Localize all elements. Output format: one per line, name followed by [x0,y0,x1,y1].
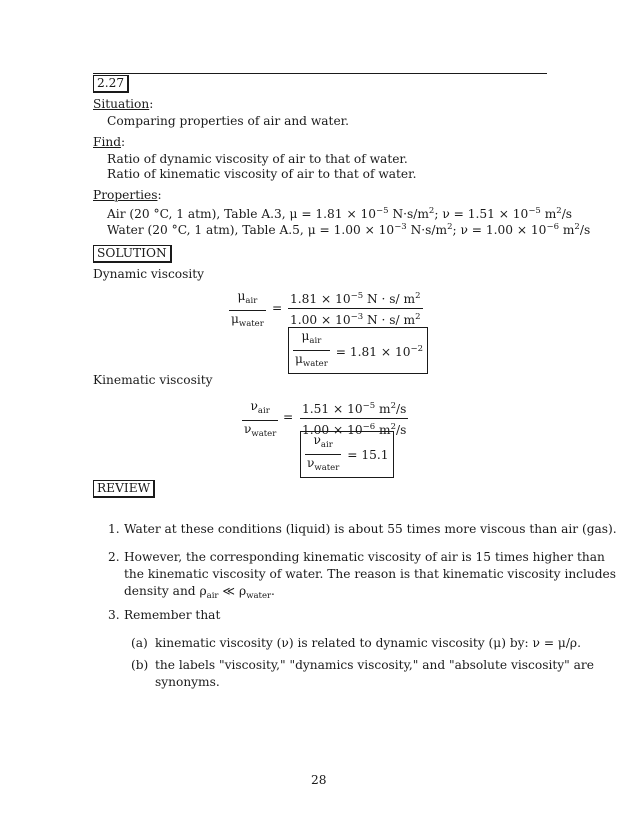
find-line-1: Ratio of dynamic viscosity of air to that of water. [107,152,408,166]
situation-heading: Situation: [93,97,154,111]
dynamic-rhs-fraction: $\frac{1.81 \times 10^{-5} N \cdot s/ m^2}{1.00 \times 10^{-3} N \cdot s/ m^2}$ [290,291,421,327]
review-item-2-number: 2. [108,550,120,564]
review-subitem-b-label: (b) [131,658,149,672]
kinematic-equals: = [283,410,294,424]
dynamic-equals: = [272,301,283,315]
page-number: 28 [311,773,327,787]
properties-air: Air (20 °C, 1 atm), Table A.3, $\mu = 1.81 \times 10^{-5}$ $N\cdot s/m^2$; $\nu = 1.51 \times 10^{-5}$ $m^2/s$ [107,206,573,221]
problem-number-box [93,75,129,93]
review-label-box [93,480,155,498]
review-item-2-line-3: density and $\rho_{air}$ ≪ $\rho_{water}$. [124,584,275,601]
kinematic-rhs-fraction: $\frac{1.51 \times 10^{-5} m^2/s}{1.00 \times 10^{-6} m^2/s}$ [302,401,407,437]
properties-water: Water (20 °C, 1 atm), Table A.5, $\mu = 1.00 \times 10^{-3}$ $N\cdot s/m^2$; $\nu = 1.00 \times 10^{-6}$ $m^2/s$ [107,222,591,237]
properties-heading: Properties: [93,188,162,202]
review-subitem-a-label: (a) [131,636,148,650]
kinematic-lhs-fraction: $\frac{\nu_{air}}{\nu_{water}}$ [244,399,277,439]
kinematic-viscosity-heading: Kinematic viscosity [93,373,213,387]
review-subitem-b-line-2: synonyms. [155,675,220,689]
dynamic-result-box: $\frac{\mu_{air}}{\mu_{water}}$ = $1.81 \times 10^{-2}$ [288,327,428,374]
kinematic-result-box: $\frac{\nu_{air}}{\nu_{water}}$ = 15.1 [300,431,394,478]
find-heading: Find: [93,135,126,149]
solution-label-box [93,245,172,263]
situation-text: Comparing properties of air and water. [107,114,350,128]
dynamic-lhs-fraction: $\frac{\mu_{air}}{\mu_{water}}$ [231,289,264,329]
review-item-2-line-2: the kinematic viscosity of water. The reason is that kinematic viscosity includes [124,567,617,581]
top-rule [93,73,547,74]
problem-number: 2.27 [93,75,129,93]
review-subitem-b-line-1: the labels "viscosity," "dynamics viscosity," and "absolute viscosity" are [155,658,594,672]
review-label: REVIEW [93,480,155,498]
review-subitem-a-text: kinematic viscosity (ν) is related to dynamic viscosity (μ) by: ν = μ/ρ. [155,636,581,650]
review-item-3-text: Remember that [124,608,221,622]
review-item-1-number: 1. [108,522,120,536]
find-line-2: Ratio of kinematic viscosity of air to that of water. [107,167,417,181]
solution-label: SOLUTION [93,245,172,263]
dynamic-viscosity-heading: Dynamic viscosity [93,267,205,281]
review-item-1-text: Water at these conditions (liquid) is about 55 times more viscous than air (gas). [124,522,617,536]
review-item-2-line-1: However, the corresponding kinematic viscosity of air is 15 times higher than [124,550,605,564]
review-item-3-number: 3. [108,608,120,622]
